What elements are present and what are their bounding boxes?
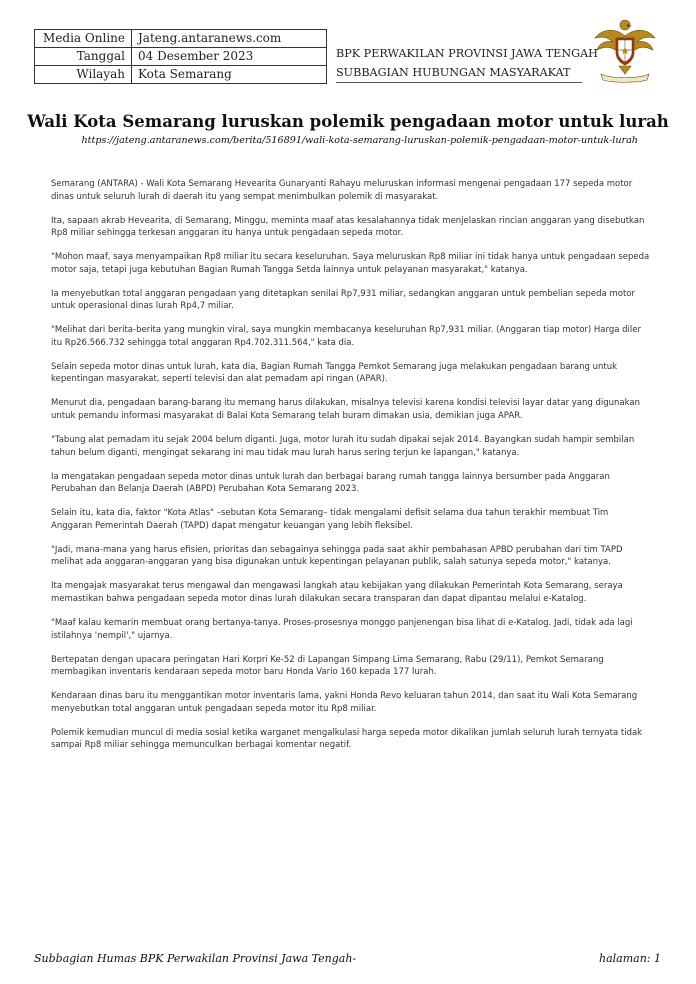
organization-header (336, 44, 598, 82)
paragraph: Ita mengajak masyarakat terus mengawal dan mengawasi langkah atau kebijakan yang dilakukan Pemerintah Kota Semarang, seraya memastikan bahwa pengadaan sepeda motor dinas lurah dilakukan secara transparan dan dapat dipantau melalui e-Katalog. (51, 581, 623, 604)
media-value: Jateng.antaranews.com (132, 30, 327, 48)
paragraph: "Tabung alat pemadam itu sejak 2004 belum diganti. Juga, motor lurah itu sudah dipakai sejak 2014. Bayangkan sudah hampir sembilan tahun belum diganti, mengingat sekarang ini mau tidak mau lurah harus sering terjun ke lapangan," katanya. (51, 435, 635, 458)
paragraph: Polemik kemudian muncul di media sosial ketika warganet mengalkulasi harga sepeda motor dikalikan jumlah seluruh lurah ternyata tidak sampai Rp8 miliar sehingga memunculkan berbagai komentar negatif. (51, 727, 643, 751)
paragraph: Bertepatan dengan upacara peringatan Hari Korpri Ke-52 di Lapangan Simpang Lima Semarang, Rabu (29/11), Pemkot Semarang membagikan inventaris kendaraan sepeda motor baru Honda Vario 160 kepada 177 lurah. (51, 654, 604, 678)
media-info-table (34, 29, 327, 84)
paragraph: Ia mengatakan pengadaan sepeda motor dinas untuk lurah dan berbagai barang rumah tangga lainnya bersumber pada Anggaran Perubahan dan Belanja Daerah (ABPD) Perubahan Kota Semarang 2023. (51, 471, 610, 495)
paragraph: Ita, sapaan akrab Hevearita, di Semarang, Minggu, meminta maaf atas kesalahannya tidak menjelaskan rincian anggaran yang disebutkan Rp8 miliar sehingga terkesan anggaran itu hanya untuk pengadaan sepeda motor. (51, 215, 645, 239)
paragraph: Selain sepeda motor dinas untuk lurah, kata dia, Bagian Rumah Tangga Pemkot Semarang juga melakukan pengadaan barang untuk kepentingan masyarakat, seperti televisi dan alat pemadam api ringan (APAR). (51, 361, 618, 385)
garuda-emblem-icon (591, 16, 659, 84)
header-divider (336, 82, 582, 83)
paragraph: Selain itu, kata dia, faktor "Kota Atlas" –sebutan Kota Semarang– tidak mengalami defisit selama dua tahun terakhir membuat Tim Anggaran Pemerintah Daerah (TAPD) dapat mengatur keuangan yang lebih fleksibel. (51, 508, 609, 531)
date-label: Tanggal (35, 48, 132, 66)
paragraph: "Maaf kalau kemarin membuat orang bertanya-tanya. Proses-prosesnya monggo panjenengan bisa lihat di e-Katalog. Jadi, tidak ada lagi istilahnya 'nempil'," ujarnya. (51, 617, 633, 641)
paragraph: Kendaraan dinas baru itu menggantikan motor inventaris lama, yakni Honda Revo keluaran tahun 2014, dan saat itu Wali Kota Semarang menyebutkan total anggaran untuk pengadaan sepeda motor itu Rp8 miliar. (51, 691, 638, 714)
date-info-row (35, 48, 327, 66)
region-info-row (35, 66, 327, 84)
paragraph: "Mohon maaf, saya menyampaikan Rp8 miliar itu secara keseluruhan. Saya meluruskan Rp8 miliar ini tidak hanya untuk pengadaan sepeda motor saja, tetapi juga kebutuhan Bagian Rumah Tangga Setda lainnya untuk pelayanan masyarakat," katanya. (51, 252, 650, 275)
org-division: SUBBAGIAN HUBUNGAN MASYARAKAT (336, 66, 571, 79)
date-value: 04 Desember 2023 (132, 48, 327, 66)
footer-page-number: halaman: 1 (599, 952, 661, 965)
paragraph: "Melihat dari berita-berita yang mungkin viral, saya mungkin membacanya keseluruhan Rp7,931 miliar. (Anggaran tiap motor) Harga diler itu Rp26.566.732 sehingga total anggaran Rp4.702.311.564," kata dia. (51, 325, 641, 348)
article-url[interactable]: https://jateng.antaranews.com/berita/516891/wali-kota-semarang-luruskan-polemik-pengadaan-motor-untuk-lurah (81, 135, 638, 146)
org-name: BPK PERWAKILAN PROVINSI JAWA TENGAH (336, 47, 598, 60)
paragraph: Ia menyebutkan total anggaran pengadaan yang ditetapkan senilai Rp7,931 miliar, sedangkan anggaran untuk pembelian sepeda motor untuk operasional dinas lurah Rp4,7 miliar. (51, 288, 635, 312)
region-label: Wilayah (35, 66, 132, 84)
media-info-row (35, 30, 327, 48)
paragraph: Semarang (ANTARA) - Wali Kota Semarang Hevearita Gunaryanti Rahayu meluruskan informasi mengenai pengadaan 177 sepeda motor dinas untuk seluruh lurah di daerah itu yang sempat menimbulkan polemik di masyarakat. (51, 179, 633, 202)
paragraph: Menurut dia, pengadaan barang-barang itu memang harus dilakukan, misalnya televisi karena kondisi televisi layar datar yang digunakan untuk pemandu informasi masyarakat di Balai Kota Semarang telah buram dimakan usia, demikian juga APAR. (51, 398, 641, 422)
footer-department: Subbagian Humas BPK Perwakilan Provinsi Jawa Tengah- (34, 952, 357, 965)
paragraph: "Jadi, mana-mana yang harus efisien, prioritas dan sebagainya sehingga pada saat akhir pembahasan APBD perubahan dari tim TAPD melihat ada anggaran-anggaran yang bisa digunakan untuk kepentingan pelayanan publik, salah satunya sepeda motor," katanya. (51, 544, 623, 568)
region-value: Kota Semarang (132, 66, 327, 84)
media-label: Media Online (35, 30, 132, 48)
article-title: Wali Kota Semarang luruskan polemik pengadaan motor untuk lurah (27, 112, 669, 131)
article-body (51, 178, 651, 763)
